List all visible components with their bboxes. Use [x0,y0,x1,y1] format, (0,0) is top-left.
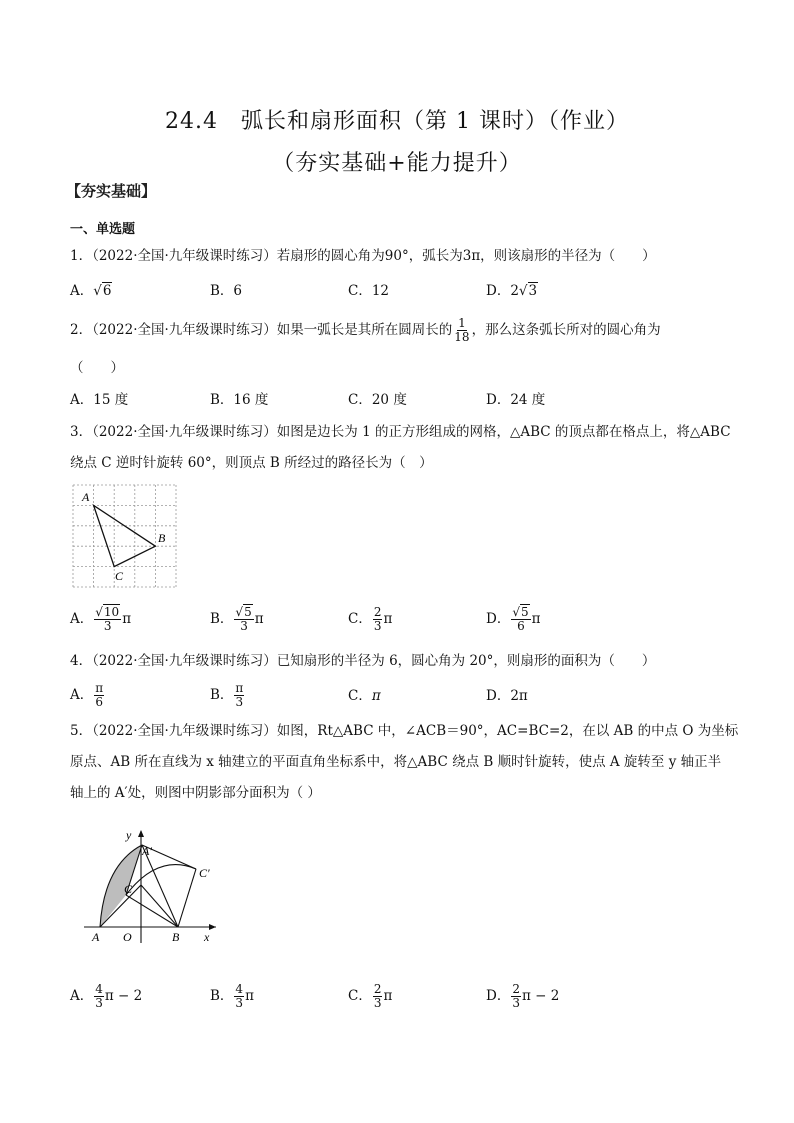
q3-option-d[interactable] [486,606,541,633]
question-source: （2022·全国·九年级课时练习） [92,248,277,264]
fraction-denominator: 3 [512,996,520,1010]
fraction-numerator: 4 [235,982,244,996]
fraction [373,606,383,633]
fraction [94,983,104,1010]
fraction-denominator: 3 [373,996,382,1010]
question-text: 如果一弧长是其所在圆周长的 [276,322,453,338]
section-heading [66,180,156,201]
question-number: 2． [70,322,93,338]
fraction [234,606,253,633]
bracket-close: 】 [141,182,157,200]
fraction-denominator: 3 [373,619,382,633]
page-subtitle: （夯实基础+能力提升） [272,151,522,176]
arc-cc1 [126,865,196,895]
fraction [511,606,530,633]
option-value: 2π [510,688,528,704]
option-letter: A． [70,988,94,1004]
label-b: B [172,930,180,944]
radicand: 3 [528,283,538,299]
question-5 [70,719,738,739]
q1-option-d[interactable] [486,279,538,299]
q2-option-a[interactable] [70,388,128,408]
option-value: 16 度 [233,392,269,408]
option-letter: B． [210,611,234,627]
label-c: C [115,569,124,583]
label-c-prime: C′ [199,866,210,880]
fraction-numerator: 1 [458,316,466,330]
q3-grid-figure [72,484,178,588]
option-letter: C． [348,688,372,704]
q5-option-a[interactable] [70,983,142,1010]
q4-option-b[interactable] [210,682,245,709]
option-letter: B． [210,687,234,703]
fraction-numerator: 2 [373,605,382,619]
fraction [94,682,104,709]
q4-option-d[interactable] [486,684,528,704]
fraction [511,983,521,1010]
option-tail: π [245,988,254,1004]
question-4 [70,649,655,669]
question-number: 4． [70,653,93,669]
option-value: π [371,688,381,704]
triangle-abc [94,505,156,566]
option-tail: π [383,988,393,1004]
q1-option-c[interactable] [348,279,389,299]
page-title: 24.4 弧长和扇形面积（第 1 课时）（作业） [165,109,629,134]
q2-option-d[interactable] [486,388,545,408]
option-value: 24 度 [510,392,546,408]
question-text: 已知扇形的半径为 6，圆心角为 20°，则扇形的面积为（ ） [276,653,656,669]
section-label: 夯实基础 [81,182,142,200]
question-3-line2: 绕点 C 逆时针旋转 60°，则顶点 B 所经过的路径长为（ ） [70,455,433,471]
question-5-line2: 原点、AB 所在直线为 x 轴建立的平面直角坐标系中，将△ABC 绕点 B 顺时针旋转，使点 A 旋转至 y 轴正半 [70,754,722,770]
sqrt-sign: √ [93,283,102,299]
option-letter: B． [210,988,234,1004]
option-value: 15 度 [93,392,129,408]
option-letter: B． [210,283,234,299]
option-letter: C． [348,611,372,627]
fraction-denominator: 3 [240,619,248,633]
fraction-numerator: √5 [512,605,529,619]
fraction-numerator: π [95,681,104,695]
bracket-open: 【 [66,182,82,200]
option-letter: A． [70,687,94,703]
label-o: O [123,930,132,944]
pi-symbol: π [122,611,132,627]
label-a: A [82,490,90,504]
q2-option-c[interactable] [348,388,407,408]
question-source: （2022·全国·九年级课时练习） [92,424,277,440]
option-tail: π − 2 [521,988,560,1004]
option-value: 20 度 [371,392,407,408]
label-y: y [126,828,132,842]
question-source: （2022·全国·九年级课时练习） [92,653,277,669]
question-1 [70,244,656,264]
q3-option-c[interactable] [348,606,392,633]
label-x: x [204,930,210,944]
q1-option-b[interactable] [210,279,242,299]
q5-option-b[interactable] [210,983,254,1010]
q5-option-d[interactable] [486,983,559,1010]
option-letter: A． [70,283,94,299]
option-letter: A． [70,392,94,408]
fraction [94,606,121,633]
radicand: 5 [520,605,529,619]
option-letter: D． [486,283,511,299]
option-letter: C． [348,392,372,408]
pi-symbol: π [383,611,393,627]
q5-option-c[interactable] [348,983,392,1010]
fraction-denominator: 3 [235,996,244,1010]
pi-symbol: π [531,611,541,627]
question-3 [70,420,731,440]
question-text: 如图是边长为 1 的正方形组成的网格，△ABC 的顶点都在格点上，将△ABC [276,424,731,440]
shaded-region [100,845,142,927]
fraction-denominator: 3 [95,996,103,1010]
x-axis-arrow [209,924,216,930]
fraction [234,983,244,1010]
q4-option-c[interactable] [348,684,381,704]
q2-blank: （ ） [70,360,124,376]
radicand: 10 [103,605,120,619]
q2-option-b[interactable] [210,388,268,408]
fraction-numerator: 2 [373,982,382,996]
fraction-denominator: 3 [103,619,112,633]
fraction-numerator: 2 [512,982,520,996]
coefficient: 2 [510,283,519,299]
label-c: C [124,882,133,896]
fraction-numerator: 4 [95,982,103,996]
q1-option-a[interactable] [70,279,112,299]
question-number: 3． [70,424,93,440]
question-5-line3: 轴上的 A′处，则图中阴影部分面积为（ ） [70,785,321,801]
radicand: 5 [244,605,252,619]
option-tail: π − 2 [104,988,143,1004]
option-letter: D． [486,988,511,1004]
option-letter: A． [70,611,94,627]
question-number: 5． [70,723,93,739]
label-b: B [158,531,166,545]
fraction-denominator: 6 [517,619,525,633]
question-text: 如图，Rt△ABC 中，∠ACB＝90°，AC=BC=2，在以 AB 的中点 O 为坐标 [276,723,739,739]
option-value: 12 [371,283,390,299]
fraction [234,682,244,709]
option-letter: D． [486,611,511,627]
fraction-denominator: 3 [235,695,244,709]
radicand: 6 [102,283,112,299]
q5-coordinate-figure [78,825,228,950]
fraction [373,983,383,1010]
option-value: 6 [233,283,243,299]
fraction-denominator: 6 [95,695,104,709]
option-letter: C． [348,988,372,1004]
label-a: A [92,930,100,944]
fraction-denominator: 18 [454,330,470,344]
q3-option-b[interactable] [210,606,264,633]
fraction-numerator: π [235,681,244,695]
y-axis-arrow [138,830,144,837]
fraction-numerator: √5 [235,605,252,619]
option-letter: C． [348,283,372,299]
question-text: 若扇形的圆心角为90°，弧长为3π，则该扇形的半径为（ ） [276,248,656,264]
question-text: ，那么这条弧长所对的圆心角为 [471,322,661,338]
q4-option-a[interactable] [70,682,105,709]
question-source: （2022·全国·九年级课时练习） [92,723,277,739]
label-a-prime: A′ [142,844,152,858]
sqrt-sign: √ [518,283,528,299]
pi-symbol: π [254,611,264,627]
question-source: （2022·全国·九年级课时练习） [92,322,277,338]
fraction [453,317,470,344]
fraction-numerator: √10 [95,605,120,619]
question-2 [70,317,661,344]
question-number: 1． [70,248,93,264]
q3-option-a[interactable] [70,606,131,633]
option-letter: D． [486,688,511,704]
option-letter: B． [210,392,234,408]
option-letter: D． [486,392,511,408]
question-type-heading: 一、单选题 [70,222,136,237]
